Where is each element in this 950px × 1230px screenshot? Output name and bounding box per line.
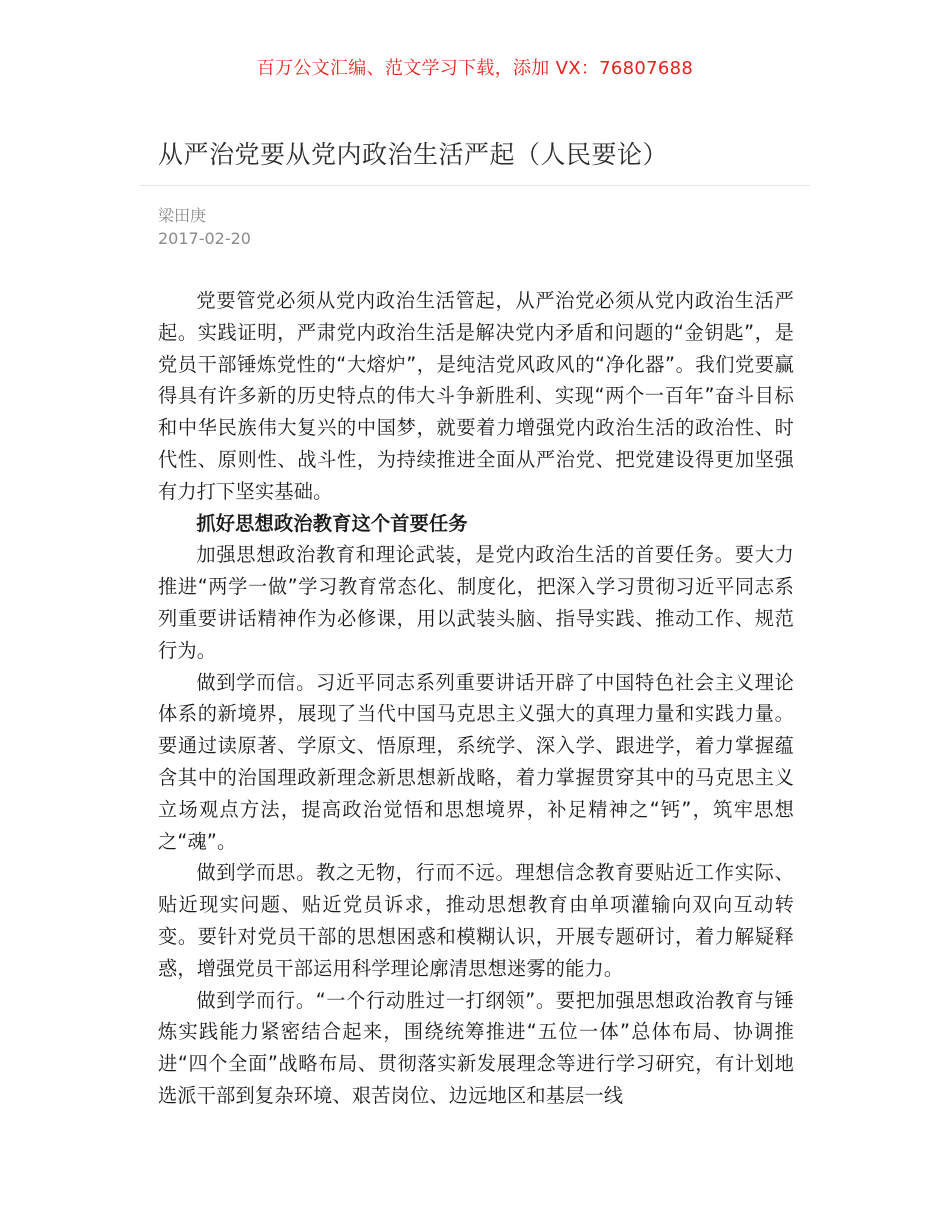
- body-paragraph: 做到学而信。习近平同志系列重要讲话开辟了中国特色社会主义理论体系的新境界，展现了当代中国马克思主义强大的真理力量和实践力量。要通过读原著、学原文、悟原理，系统学、深入学、跟进学，着力掌握蕴含其中的治国理政新理念新思想新战略，着力掌握贯穿其中的马克思主义立场观点方法，提高政治觉悟和思想境界，补足精神之“钙”，筑牢思想之“魂”。: [158, 670, 794, 853]
- section-heading: 抓好思想政治教育这个首要任务: [196, 511, 468, 535]
- article-body: [158, 285, 794, 1112]
- title-divider: [140, 185, 810, 186]
- article-title: 从严治党要从党内政治生活严起（人民要论）: [158, 140, 669, 169]
- body-paragraph: 做到学而思。教之无物，行而不远。理想信念教育要贴近工作实际、贴近现实问题、贴近党员诉求，推动思想教育由单项灌输向双向互动转变。要针对党员干部的思想困惑和模糊认识，开展专题研讨，着力解疑释惑，增强党员干部运用科学理论廓清思想迷雾的能力。: [158, 861, 794, 980]
- body-paragraph: 做到学而行。“一个行动胜过一打纲领”。要把加强思想政治教育与锤炼实践能力紧密结合起来，围绕统筹推进“五位一体”总体布局、协调推进“四个全面”战略布局、贯彻落实新发展理念等进行学习研究，有计划地选派干部到复杂环境、艰苦岗位、边远地区和基层一线: [158, 988, 794, 1107]
- promo-banner: 百万公文汇编、范文学习下载，添加 VX：76807688: [256, 58, 694, 79]
- body-paragraph: 党要管党必须从党内政治生活管起，从严治党必须从党内政治生活严起。实践证明，严肃党内政治生活是解决党内矛盾和问题的“金钥匙”，是党员干部锤炼党性的“大熔炉”，是纯洁党风政风的“净化器”。我们党要赢得具有许多新的历史特点的伟大斗争新胜利、实现“两个一百年”奋斗目标和中华民族伟大复兴的中国梦，就要着力增强党内政治生活的政治性、时代性、原则性、战斗性，为持续推进全面从严治党、把党建设得更加坚强有力打下坚实基础。: [158, 289, 794, 503]
- article-author: 梁田庚: [158, 206, 207, 225]
- article-date: 2017-02-20: [158, 229, 251, 248]
- body-paragraph: 加强思想政治教育和理论武装，是党内政治生活的首要任务。要大力推进“两学一做”学习教育常态化、制度化，把深入学习贯彻习近平同志系列重要讲话精神作为必修课，用以武装头脑、指导实践、推动工作、规范行为。: [158, 543, 794, 662]
